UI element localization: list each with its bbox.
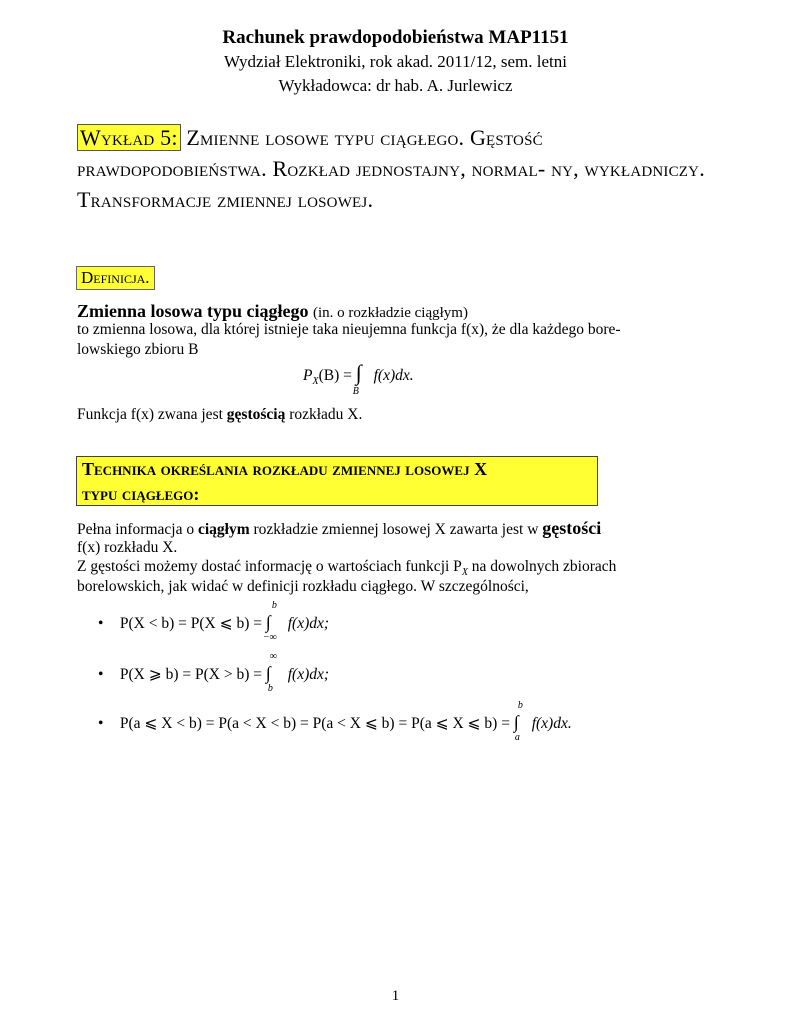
technika-line1: Technika określania rozkładu zmiennej losowej X (82, 459, 488, 479)
definition-term (77, 301, 468, 322)
p2-l1: Z gęstości możemy dostać informację o wartościach funkcji P (77, 558, 462, 575)
density-pre: Funkcja f(x) zwana jest (77, 406, 223, 423)
p1-pre: Pełna informacja o (77, 521, 195, 538)
definition-label: Definicja. (76, 266, 155, 290)
integral-upper: b (517, 700, 523, 711)
definition-line2: lowskiego zbioru B (77, 341, 199, 358)
p1-mid: rozkładzie zmiennej losowej X zawarta jest w (253, 521, 539, 538)
integral-lower: b (267, 683, 273, 694)
p2-sub: X (461, 567, 468, 579)
bullet-formula: P(X ⩾ b) = P(X > b) = (119, 666, 262, 683)
bullet-item (98, 651, 330, 694)
bullet-formula: P(X < b) = P(X ⩽ b) = (119, 615, 262, 632)
integral-lower: a (514, 732, 520, 743)
technika-line2: typu ciągłego: (82, 484, 200, 504)
density-sentence (77, 406, 362, 424)
bullet-item (98, 700, 572, 743)
density-bold: gęstością (226, 406, 286, 423)
bullet-dot: • (98, 666, 104, 683)
lecture-title: Zmienne losowe typu ciągłego. Gęstość prawdopodobieństwa. Rozkład jednostajny, normal- ny, wykładniczy. Transformacje zmiennej losowej. (77, 125, 705, 212)
integral-upper: b (271, 600, 277, 611)
formula-sub: X (312, 376, 319, 388)
definition-line1: to zmienna losowa, dla której istnieje taka nieujemna funkcja f(x), że dla każdego bore- (77, 321, 621, 338)
paragraph2-line1 (77, 558, 717, 578)
integral-symbol: ∫ (265, 663, 271, 683)
course-title: Rachunek prawdopodobieństwa MAP1151 (222, 27, 569, 48)
paragraph1-line1 (77, 518, 717, 539)
term-bold: Zmienna losowa typu ciągłego (77, 301, 309, 321)
page-number: 1 (391, 988, 400, 1004)
bullet-dot: • (98, 615, 104, 632)
formula-rhs: f(x)dx. (373, 367, 414, 384)
integral-lower: B (352, 386, 359, 397)
p1-bold2: gęstości (542, 518, 602, 538)
bullet-integrand: f(x)dx; (287, 615, 330, 632)
probability-formula (303, 360, 414, 397)
bullet-integrand: f(x)dx. (531, 715, 572, 732)
p1-bold1: ciągłym (197, 521, 250, 538)
density-post: rozkładu X. (289, 406, 363, 423)
technika-heading (82, 457, 602, 507)
course-subtitle: Wydział Elektroniki, rok akad. 2011/12, sem. letni (224, 52, 567, 71)
bullet-dot: • (98, 715, 104, 732)
integral-symbol: ∫ (265, 612, 271, 632)
formula-arg: (B) = (318, 367, 352, 384)
p2-post: na dowolnych zbiorach (471, 558, 617, 575)
formula-lhs: P (303, 367, 313, 384)
term-note: (in. o rozkładzie ciągłym) (313, 305, 468, 321)
paragraph2-line2: borelowskich, jak widać w definicji rozkładu ciągłego. W szczególności, (77, 578, 529, 595)
integral-upper: ∞ (269, 651, 278, 662)
lecture-heading (77, 122, 717, 215)
bullet-formula: P(a ⩽ X < b) = P(a < X < b) = P(a < X ⩽ b) = P(a ⩽ X ⩽ b) = (119, 715, 510, 732)
lecture-label: Wykład 5: (77, 124, 181, 151)
paragraph1-line2: f(x) rozkładu X. (77, 539, 178, 556)
integral-lower: −∞ (262, 632, 277, 643)
integral-symbol: ∫ (355, 360, 362, 385)
integral-symbol: ∫ (513, 712, 519, 732)
bullet-item (98, 600, 330, 643)
lecturer-line: Wykładowca: dr hab. A. Jurlewicz (278, 76, 513, 95)
bullet-integrand: f(x)dx; (287, 666, 330, 683)
